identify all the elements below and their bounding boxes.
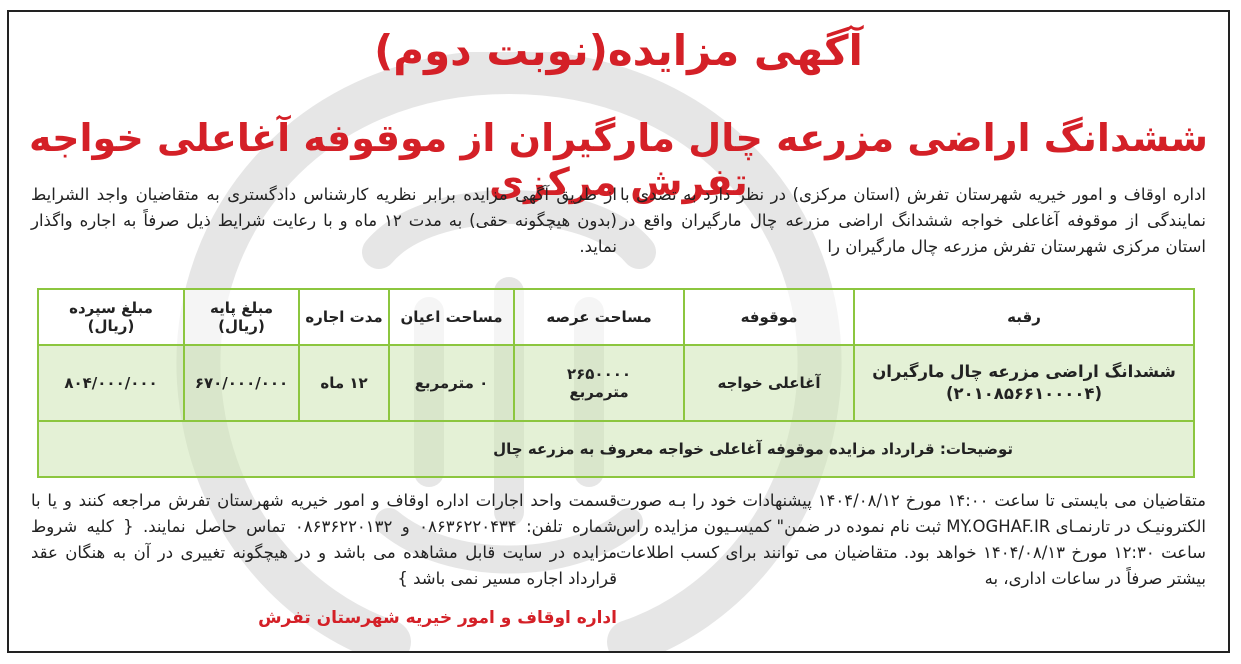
table-note-row (38, 421, 1194, 477)
cell-ayan: ۰ مترمربع (389, 345, 514, 421)
cell-arseh-unit: مترمربع (569, 383, 629, 401)
header-arseh: مساحت عرصه (514, 289, 684, 345)
cell-moddat: ۱۲ ماه (299, 345, 389, 421)
cell-raqabeh-code: (۲۰۱۰۸۵۶۶۱۰۰۰۰۴) (945, 384, 1103, 403)
header-moddat: مدت اجاره (299, 289, 389, 345)
header-mowqufeh: موقوفه (684, 289, 854, 345)
cell-arseh-value: ۲۶۵۰۰۰۰ (566, 365, 632, 383)
header-sepordeh-label: مبلغ سپرده (69, 299, 153, 317)
auction-table (37, 288, 1195, 478)
cell-raqabeh (854, 345, 1194, 421)
cell-raqabeh-title: ششدانگ اراضی مزرعه چال مارگیران (872, 362, 1176, 381)
header-sepordeh-unit: (ریال) (87, 317, 135, 335)
table-note: توضیحات: قرارداد مزایده موقوفه آغاعلی خواجه معروف به مزرعه چال (38, 421, 1194, 477)
intro-paragraph-right: اداره اوقاف و امور خیریه شهرستان تفرش (استان مرکزی) در نظر دارد به تصدی با نمایندگی از موقوفه آغاعلی خواجه ششدانگ اراضی مزرعه چال مارگیران واقع در استان مرکزی شهرستان تفرش مزرعه چال مارگیران را (620, 185, 1206, 256)
notice-subtitle: ششدانگ اراضی مزرعه چال مارگیران از موقوفه آغاعلی خواجه تفرش مرکزی (29, 116, 1208, 204)
conditions-paragraph-left: قسمت واحد اجارات اداره اوقاف و امور خیریه شهرستان تفرش مراجعه کنند و یا با شماره تلفن: ۰۸۶۳۶۲۲۰۴۳۴ و ۰۸۶۳۶۲۲۰۱۳۲ تماس حاصل نمایند. { کلیه شروط مزایده در سایت قابل مشاهده می باشد و در هیچگونه تغییری در آن به هنگان عقد قرارداد اجاره مسیر نمی باشد } (31, 491, 618, 588)
notice-title: آگهی مزایده(نوبت دوم) (374, 26, 863, 75)
header-sepordeh (38, 289, 184, 345)
notice-frame (7, 10, 1230, 653)
table-header-row (38, 289, 1194, 345)
header-raqabeh: رقبه (854, 289, 1194, 345)
conditions-paragraph-right: متقاضیان می بایستی تا ساعت ۱۴:۰۰ مورخ ۱۴۰۴/۰۸/۱۲ پیشنهادات خود را بـه صورت الکترونیـک در تارنمـای MY.OGHAF.IR ثبت نام نموده در ضمن" کمیسـیون مزایده راس ساعت ۱۲:۳۰ مورخ ۱۴۰۴/۰۸/۱۳ خواهد بود. متقاضیان می توانند برای کسب اطلاعات بیشتر صرفاً در ساعات اداری، به (616, 491, 1206, 588)
cell-mowqufeh: آغاعلی خواجه (684, 345, 854, 421)
header-payeh (184, 289, 299, 345)
cell-sepordeh: ۸۰۴/۰۰۰/۰۰۰ (38, 345, 184, 421)
cell-arseh (514, 345, 684, 421)
table-row (38, 345, 1194, 421)
header-payeh-label: مبلغ پایه (210, 299, 273, 317)
issuer-signature: اداره اوقاف و امور خیریه شهرستان تفرش (258, 608, 617, 628)
header-ayan: مساحت اعیان (389, 289, 514, 345)
intro-paragraph-left: از طریق آگهی مزایده برابر نظریه کارشناس دادگستری به متقاضیان واجد الشرایط (بدون هیچگونه حقی) به مدت ۱۲ ماه و با رعایت شرایط ذیل صرفاً به اجاره واگذار نماید. (31, 185, 617, 256)
header-payeh-unit: (ریال) (218, 317, 265, 335)
cell-payeh: ۶۷۰/۰۰۰/۰۰۰ (184, 345, 299, 421)
